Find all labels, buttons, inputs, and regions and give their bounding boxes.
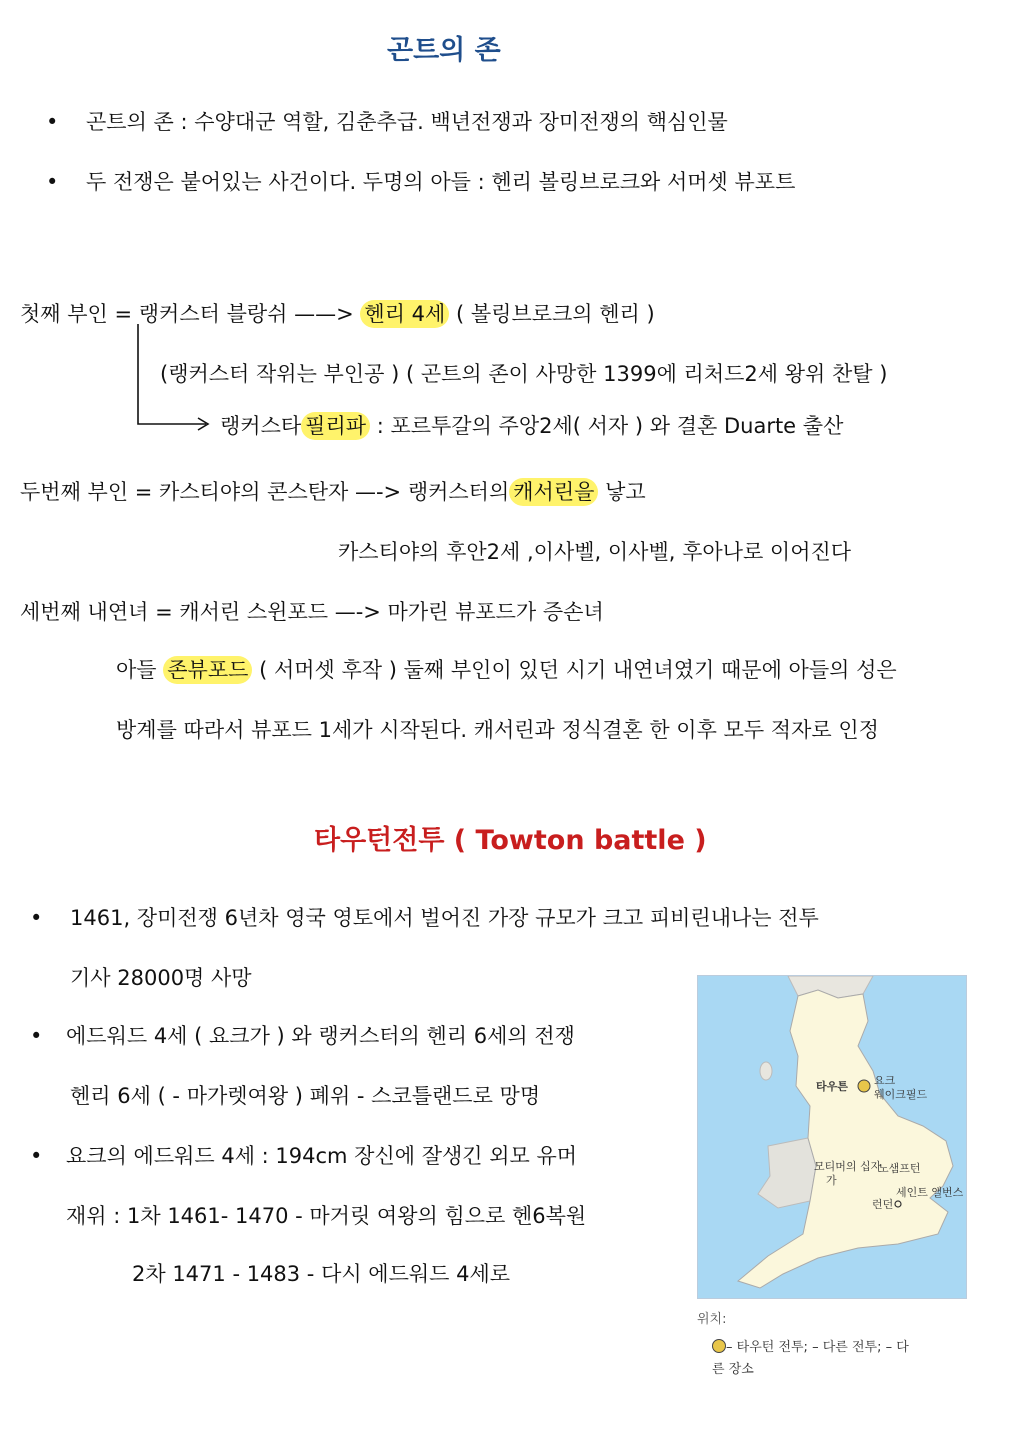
highlight-philippa: 필리파	[301, 412, 370, 440]
first-wife-sub2	[220, 412, 843, 440]
bullet-text: 두 전쟁은 붙어있는 사건이다. 두명의 아들 : 헨리 볼링브로크와 서머셋 뷰포트	[86, 170, 796, 194]
third-wife-sub2: 방계를 따라서 뷰포드 1세가 시작된다. 캐서린과 정식결혼 한 이후 모두 적자로 인정	[116, 718, 879, 742]
second-wife-line	[20, 478, 646, 506]
first-wife-label: 첫째 부인 = 랭커스터 블랑쉬 ——>	[20, 302, 354, 326]
son-prefix: 아들	[116, 658, 157, 682]
towton-line: 재위 : 1차 1461- 1470 - 마거릿 여왕의 힘으로 헨6복원	[66, 1204, 587, 1228]
third-wife-sub1	[116, 656, 897, 684]
highlight-catherine: 캐서린을	[509, 478, 598, 506]
philippa-prefix: 랭커스타	[220, 414, 302, 438]
map-caption-line2: 른 장소	[712, 1362, 754, 1377]
map-label-mortimer: 모티머의 십자	[814, 1160, 882, 1173]
bullet-text: 곤트의 존 : 수양대군 역할, 김춘추급. 백년전쟁과 장미전쟁의 핵심인물	[86, 110, 728, 134]
bullet-dot: •	[46, 110, 59, 134]
highlight-john-beaufort: 존뷰포드	[163, 656, 252, 684]
map-label-york: 요크	[874, 1074, 896, 1087]
first-wife-sub1: (랭커스터 작위는 부인공 ) ( 곤트의 존이 사망한 1399에 리처드2세 왕위 찬탈 )	[160, 362, 888, 386]
third-wife-line: 세번째 내연녀 = 캐서린 스윈포드 —-> 마가린 뷰포드가 증손녀	[20, 600, 604, 624]
philippa-note: : 포르투갈의 주앙2세( 서자 ) 와 결혼 Duarte 출산	[376, 414, 844, 438]
map-label-mortimer2: 가	[826, 1174, 837, 1187]
bullet-dot: •	[30, 1144, 43, 1168]
map-label-towton: 타우튼	[816, 1080, 848, 1093]
towton-line: 기사 28000명 사망	[70, 966, 252, 990]
towton-line: 에드워드 4세 ( 요크가 ) 와 랭커스터의 헨리 6세의 전쟁	[66, 1024, 575, 1048]
second-wife-label: 두번째 부인 = 카스티야의 콘스탄자 —-> 랭커스터의	[20, 480, 510, 504]
bullet-dot: •	[46, 170, 59, 194]
section-title-towton: 타우턴전투 ( Towton battle )	[314, 825, 707, 856]
bullet-dot: •	[30, 906, 43, 930]
second-wife-sub: 카스티야의 후안2세 ,이사벨, 이사벨, 후아나로 이어진다	[338, 540, 852, 564]
towton-line: 헨리 6세 ( - 마가렛여왕 ) 폐위 - 스코틀랜드로 망명	[70, 1084, 541, 1108]
england-outline-icon	[698, 976, 966, 1298]
map-label-northampton: 노샘프턴	[878, 1162, 921, 1175]
towton-line: 요크의 에드워드 4세 : 194cm 장신에 잘생긴 외모 유머	[66, 1144, 578, 1168]
towton-line: 1461, 장미전쟁 6년차 영국 영토에서 벌어진 가장 규모가 크고 피비린내나는 전투	[70, 906, 819, 930]
highlight-henry4: 헨리 4세	[360, 300, 449, 328]
first-wife-line	[20, 300, 655, 328]
branch-arrow-icon	[128, 322, 218, 434]
map-caption-line1	[712, 1336, 909, 1355]
map-caption-title: 위치:	[697, 1312, 727, 1327]
bullet-dot: •	[30, 1024, 43, 1048]
towton-line: 2차 1471 - 1483 - 다시 에드워드 4세로	[132, 1262, 511, 1286]
first-wife-note: ( 볼링브로크의 헨리 )	[456, 302, 655, 326]
son-note: ( 서머셋 후작 ) 둘째 부인이 있던 시기 내연녀였기 때문에 아들의 성은	[259, 658, 897, 682]
second-wife-note: 낳고	[605, 480, 646, 504]
map-label-wakefield: 웨이크필드	[874, 1088, 928, 1101]
map-caption-text1: – 타우턴 전투; – 다른 전투; – 다	[726, 1340, 909, 1355]
battle-marker-icon	[712, 1339, 726, 1353]
map-label-london: 런던	[872, 1198, 894, 1211]
map-label-stalbans: 세인트 앨번스	[896, 1186, 964, 1199]
section-title-gaunt: 곤트의 존	[387, 35, 501, 66]
england-map	[697, 975, 967, 1299]
